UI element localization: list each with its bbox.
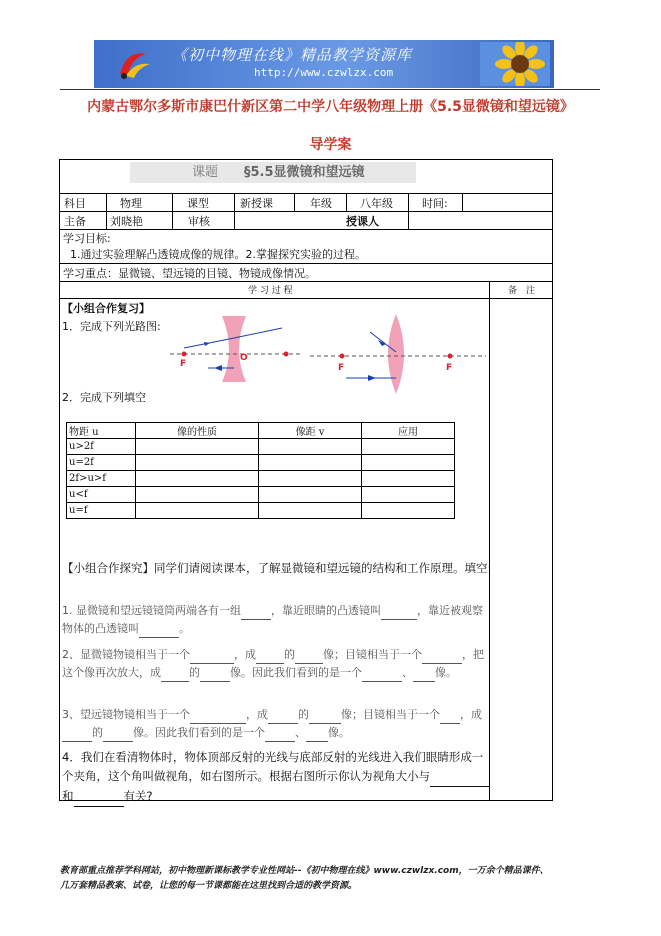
row-divider xyxy=(59,298,553,299)
review-title: 【小组合作复习】 xyxy=(62,302,150,315)
paragraph-3: 3、望远镜物镜相当于一个 ，成 的 像；目镜相当于一个 ，成 的 像。因此我们看到的是一个 、 像。 xyxy=(62,706,492,742)
process-header: 学 习 过 程 xyxy=(248,286,293,296)
review-label: 审核 xyxy=(188,215,210,228)
focal-point-marker xyxy=(340,354,345,359)
answer-cell[interactable] xyxy=(362,503,455,519)
col-divider xyxy=(462,193,463,211)
page-subtitle: 导学案 xyxy=(309,137,352,153)
col-divider xyxy=(234,193,235,229)
row-condition: u>2f xyxy=(67,439,136,455)
blank[interactable] xyxy=(466,767,490,787)
convex-lens-icon xyxy=(388,314,404,394)
blank[interactable] xyxy=(74,787,124,807)
blank[interactable] xyxy=(190,706,246,724)
blank[interactable] xyxy=(381,602,417,620)
answer-cell[interactable] xyxy=(136,487,259,503)
col-header-distance: 物距 u xyxy=(67,423,136,439)
col-divider xyxy=(106,193,107,229)
paragraph-1: 1. 显微镜和望远镜镜筒两端各有一组 ，靠近眼睛的凸透镜叫 ，靠近被观察物体的凸透镜叫 。 xyxy=(62,602,492,638)
answer-cell[interactable] xyxy=(362,471,455,487)
subject-label: 科目 xyxy=(64,197,86,210)
page-title: 内蒙古鄂尔多斯市康巴什新区第二中学八年级物理上册《5.5显微镜和望远镜》 xyxy=(87,99,574,115)
row-divider xyxy=(59,211,553,212)
type-value: 新授课 xyxy=(240,197,273,210)
explore-title: 【小组合作探究】同学们请阅读课本，了解显微镜和望远镜的结构和工作原理。填空: xyxy=(62,561,492,575)
footer-line-1: 教育部重点推荐学科网站，初中物理新课标教学专业性网站--《初中物理在线》www.czwlzx.com，一万余个精品课件、 xyxy=(60,866,549,876)
answer-cell[interactable] xyxy=(136,455,259,471)
blank[interactable] xyxy=(422,646,462,664)
table-row xyxy=(67,439,455,455)
focal-label: F xyxy=(180,359,187,369)
answer-cell[interactable] xyxy=(362,487,455,503)
blank[interactable] xyxy=(265,724,295,742)
focal-point-marker xyxy=(182,352,187,357)
convex-lens-diagram xyxy=(310,312,486,396)
answer-cell[interactable] xyxy=(136,503,259,519)
optical-center-label: O xyxy=(240,353,248,363)
goals-label: 学习目标: xyxy=(63,232,111,245)
blank[interactable] xyxy=(256,646,284,664)
sunflower-icon xyxy=(480,42,550,86)
question-1: 1．完成下列光路图: xyxy=(62,320,161,333)
col-divider xyxy=(408,193,409,229)
table-row xyxy=(67,487,455,503)
subject-value: 物理 xyxy=(120,197,142,210)
table-row xyxy=(67,455,455,471)
row-condition: u<f xyxy=(67,487,136,503)
focus-text: 学习重点：显微镜、望远镜的目镜、物镜成像情况。 xyxy=(63,267,316,280)
footer-line-2: 几万套精品教案、试卷，让您的每一节课都能在这里找到合适的教学资源。 xyxy=(60,881,358,891)
col-header-image-distance: 像距 v xyxy=(259,423,362,439)
blank[interactable] xyxy=(268,706,298,724)
author-label: 主备 xyxy=(64,215,86,228)
teacher-label: 授课人 xyxy=(346,215,379,228)
blank[interactable] xyxy=(430,767,466,787)
lesson-label: 课题 xyxy=(192,165,219,180)
blank[interactable] xyxy=(139,620,179,638)
author-value: 刘晓艳 xyxy=(110,215,143,228)
blank[interactable] xyxy=(62,724,92,742)
goals-text: 1.通过实验理解凸透镜成像的规律。2.掌握探究实验的过程。 xyxy=(70,248,366,261)
blank[interactable] xyxy=(190,646,234,664)
blank[interactable] xyxy=(309,706,341,724)
table-row xyxy=(67,471,455,487)
blank[interactable] xyxy=(200,664,230,682)
answer-cell[interactable] xyxy=(259,503,362,519)
col-divider xyxy=(294,193,295,211)
blank[interactable] xyxy=(440,706,460,724)
row-divider xyxy=(59,193,553,194)
table-row xyxy=(67,503,455,519)
blank[interactable] xyxy=(295,646,323,664)
concave-lens-icon xyxy=(222,316,246,382)
col-header-nature: 像的性质 xyxy=(136,423,259,439)
col-divider xyxy=(172,193,173,229)
grade-value: 八年级 xyxy=(360,197,393,210)
col-header-application: 应用 xyxy=(362,423,455,439)
blank[interactable] xyxy=(362,664,402,682)
row-divider xyxy=(59,281,553,282)
answer-cell[interactable] xyxy=(136,439,259,455)
row-condition: u=f xyxy=(67,503,136,519)
type-label: 课型 xyxy=(187,197,209,210)
paragraph-2: 2、显微镜物镜相当于一个 ，成 的 像；目镜相当于一个 ，把这个像再次放大，成 的 像。因此我们看到的是一个 、 像。 xyxy=(62,646,492,682)
banner-title: 《初中物理在线》精品教学资源库 xyxy=(172,46,413,64)
table-header-row xyxy=(67,423,455,439)
footer xyxy=(60,864,620,894)
row-divider xyxy=(59,229,553,230)
answer-cell[interactable] xyxy=(259,455,362,471)
answer-cell[interactable] xyxy=(136,471,259,487)
concave-lens-diagram xyxy=(170,310,300,386)
answer-cell[interactable] xyxy=(259,487,362,503)
imaging-table xyxy=(66,422,455,519)
blank[interactable] xyxy=(161,664,189,682)
blank[interactable] xyxy=(306,724,328,742)
paragraph-4: 4．我们在看清物体时，物体顶部反射的光线与底部反射的光线进入我们眼睛形成一个夹角，这个角叫做视角，如右图所示。根据右图所示你认为视角大小与 和 有关? xyxy=(62,748,492,807)
site-logo-icon xyxy=(116,48,152,80)
notes-header: 备 注 xyxy=(508,286,536,296)
lesson-title: §5.5显微镜和望远镜 xyxy=(244,165,365,180)
banner-url[interactable]: http://www.czwlzx.com xyxy=(254,66,394,79)
blank[interactable] xyxy=(413,664,435,682)
row-condition: 2f>u>f xyxy=(67,471,136,487)
col-divider xyxy=(346,193,347,211)
focal-point-marker xyxy=(448,354,453,359)
row-condition: u=2f xyxy=(67,455,136,471)
answer-cell[interactable] xyxy=(362,455,455,471)
focal-point-marker xyxy=(284,352,289,357)
answer-cell[interactable] xyxy=(259,439,362,455)
header-rule xyxy=(60,89,600,90)
grade-label: 年级 xyxy=(310,197,332,210)
answer-cell[interactable] xyxy=(259,471,362,487)
row-divider xyxy=(59,263,553,264)
question-2: 2．完成下列填空 xyxy=(62,391,146,404)
blank[interactable] xyxy=(103,724,133,742)
time-label: 时间: xyxy=(422,197,448,210)
answer-cell[interactable] xyxy=(362,439,455,455)
focal-label: F xyxy=(446,363,453,373)
blank[interactable] xyxy=(241,602,271,620)
banner xyxy=(94,40,554,88)
focal-label: F xyxy=(338,363,345,373)
